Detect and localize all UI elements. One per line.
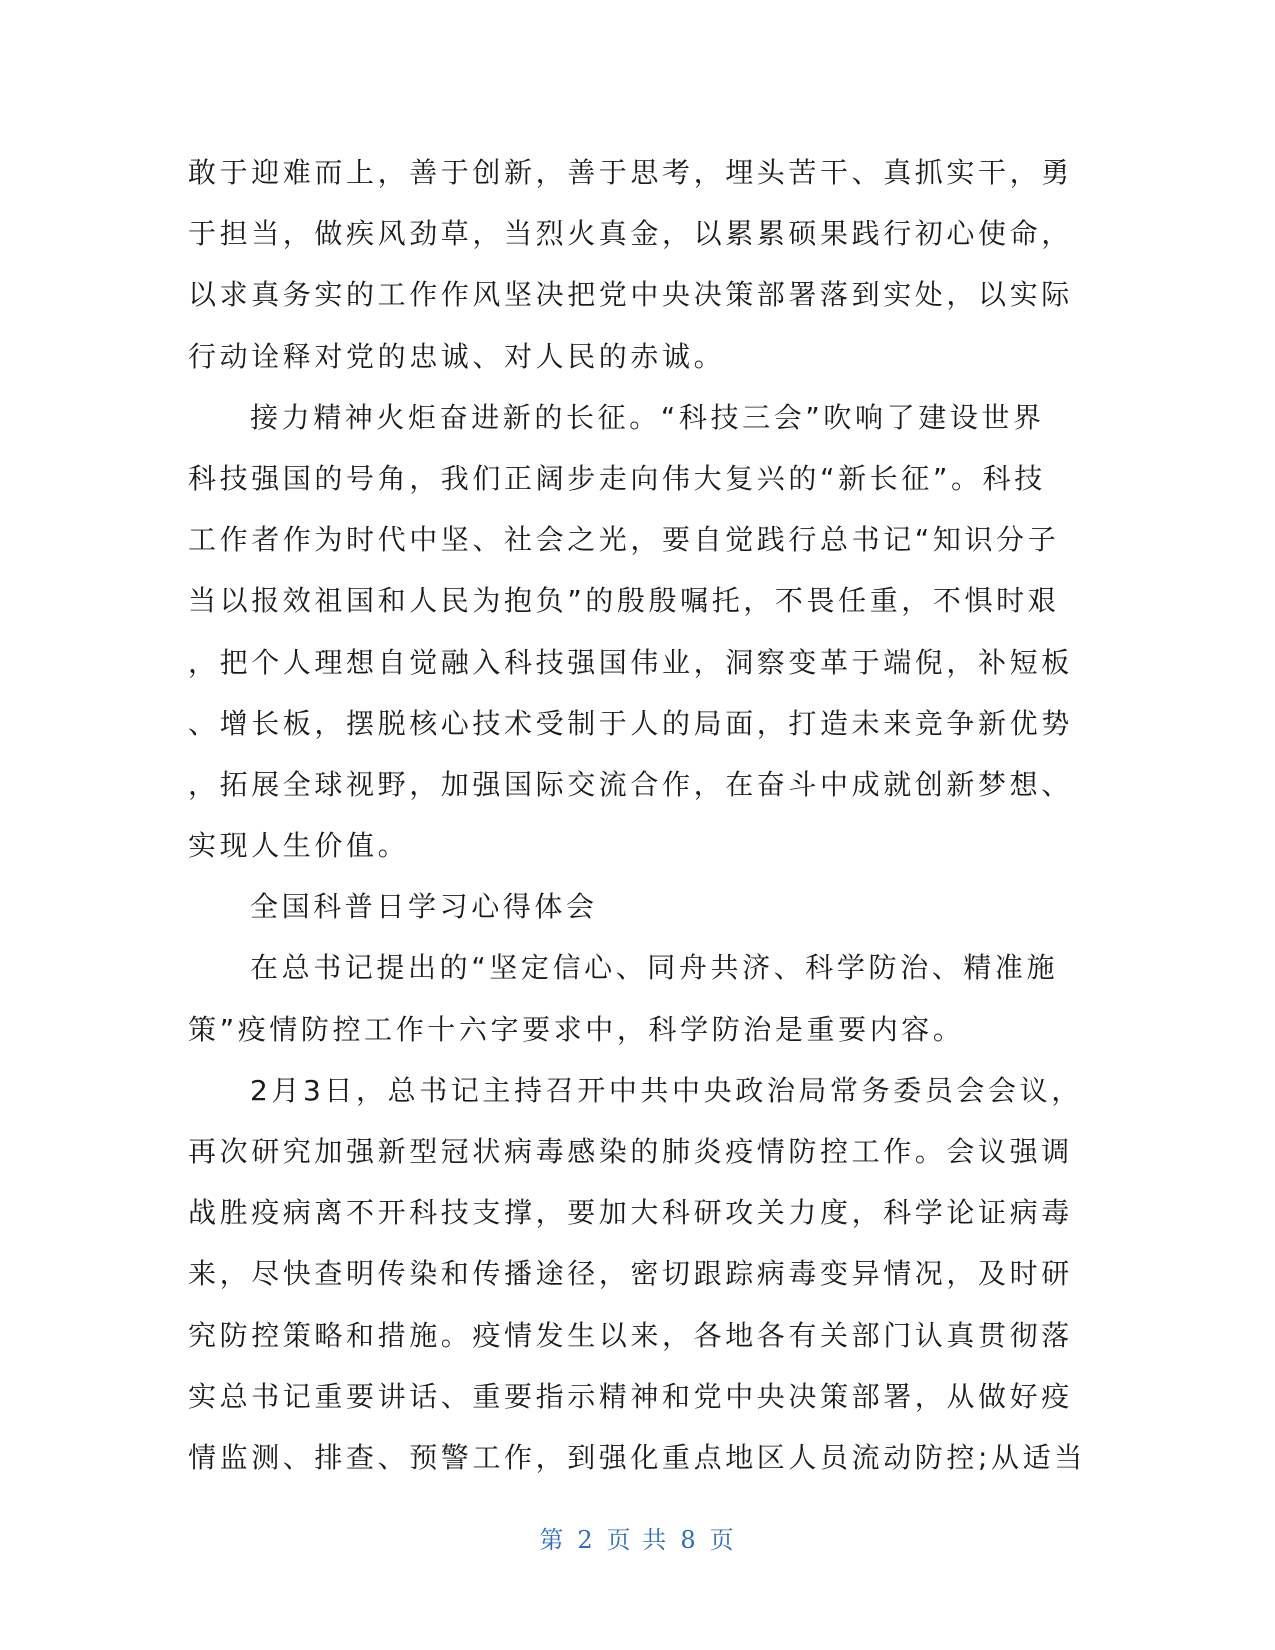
text-line: 工作者作为时代中坚、社会之光，要自觉践行总书记“知识分子 xyxy=(188,523,1060,557)
text-line: 战胜疫病离不开科技支撑，要加大科研攻关力度，科学论证病毒 xyxy=(188,1196,1073,1230)
page-number-footer xyxy=(0,1520,1275,1555)
text-line: 策”疫情防控工作十六字要求中，科学防治是重要内容。 xyxy=(188,1012,965,1046)
text-line: 在总书记提出的“坚定信心、同舟共济、科学防治、精准施 xyxy=(250,951,1059,985)
text-line: 2月3日，总书记主持召开中共中央政治局常务委员会会议， xyxy=(250,1073,1083,1107)
footer-total-pages: 8 xyxy=(680,1526,698,1554)
text-line: 来，尽快查明传染和传播途径，密切跟踪病毒变异情况，及时研 xyxy=(188,1257,1073,1291)
text-line: 敢于迎难而上，善于创新，善于思考，埋头苦干、真抓实干，勇 xyxy=(188,156,1073,189)
text-line: 、增长板，摆脱核心技术受制于人的局面，打造未来竞争新优势 xyxy=(188,706,1073,740)
text-line: 行动诠释对党的忠诚、对人民的赤诚。 xyxy=(188,339,726,373)
text-line: 当以报效祖国和人民为抱负”的殷殷嘱托，不畏任重，不惧时艰 xyxy=(188,584,1060,618)
text-line: 究防控策略和措施。疫情发生以来，各地各有关部门认真贯彻落 xyxy=(188,1318,1073,1352)
footer-middle: 页 共 xyxy=(606,1526,669,1554)
document-body xyxy=(188,142,1086,1488)
text-line: ，拓展全球视野，加强国际交流合作，在奋斗中成就创新梦想、 xyxy=(188,767,1073,801)
text-line: 接力精神火炬奋进新的长征。“科技三会”吹响了建设世界 xyxy=(250,400,1045,434)
text-line: 情监测、排查、预警工作，到强化重点地区人员流动防控;从适当 xyxy=(188,1440,1086,1474)
footer-suffix: 页 xyxy=(709,1526,736,1554)
text-line: ，把个人理想自觉融入科技强国伟业，洞察变革于端倪，补短板 xyxy=(188,645,1073,679)
text-line: 于担当，做疾风劲草，当烈火真金，以累累硕果践行初心使命， xyxy=(188,217,1073,251)
footer-current-page: 2 xyxy=(577,1526,595,1554)
footer-prefix: 第 xyxy=(539,1526,566,1554)
section-heading: 全国科普日学习心得体会 xyxy=(250,890,598,924)
text-line: 再次研究加强新型冠状病毒感染的肺炎疫情防控工作。会议强调 xyxy=(188,1135,1073,1168)
text-line: 实现人生价值。 xyxy=(188,829,410,863)
text-line: 实总书记重要讲话、重要指示精神和党中央决策部署，从做好疫 xyxy=(188,1379,1073,1413)
text-line: 科技强国的号角，我们正阔步走向伟大复兴的“新长征”。科技 xyxy=(188,461,1046,495)
text-line: 以求真务实的工作作风坚决把党中央决策部署落到实处，以实际 xyxy=(188,278,1073,312)
